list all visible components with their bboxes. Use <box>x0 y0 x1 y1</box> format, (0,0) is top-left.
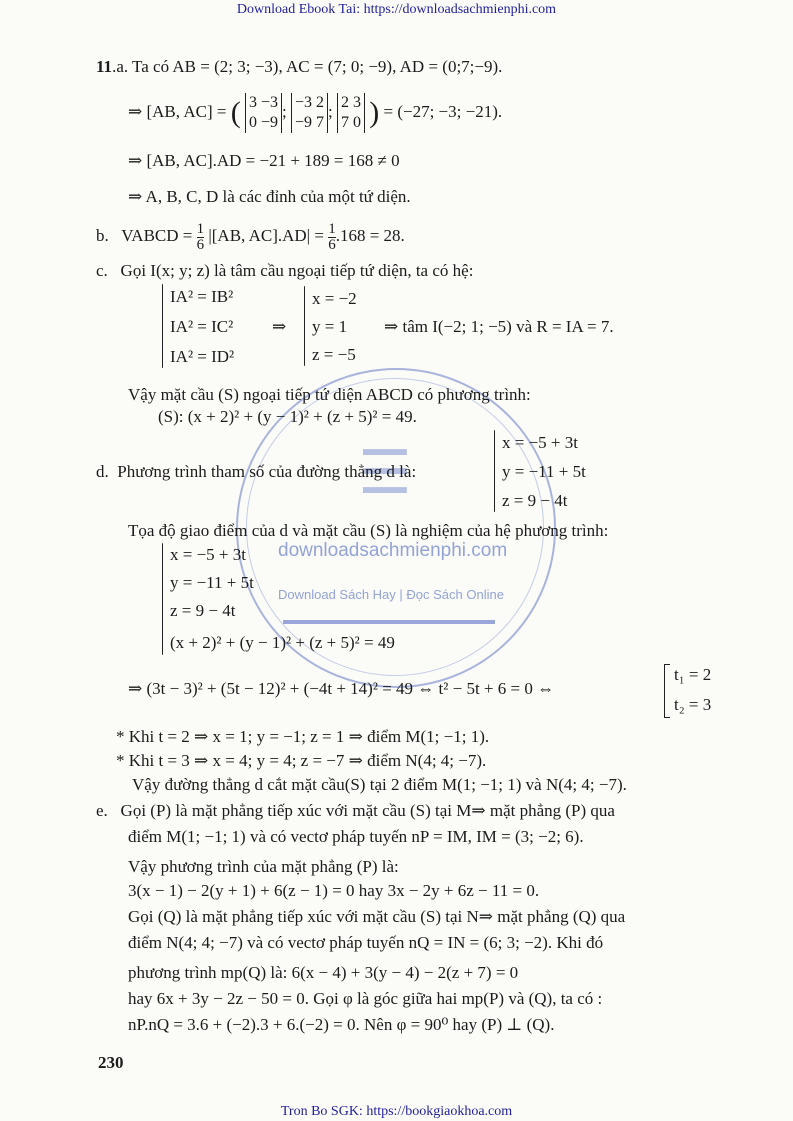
system-brace-1 <box>162 284 163 368</box>
fraction-one-sixth: $\frac{1}{6}$ <box>196 220 205 253</box>
part-c-intro: c. Gọi I(x; y; z) là tâm cầu ngoại tiếp tứ diện, ta có hệ: <box>96 261 474 280</box>
param-row2: y = −11 + 5t <box>502 462 586 481</box>
part-e-line7: phương trình mp(Q) là: 6(x − 4) + 3(y − 4) − 2(z + 7) = 0 <box>128 963 519 982</box>
sys1-row1: IA² = IB² <box>170 287 234 306</box>
sys1-row2: IA² = IC² <box>170 317 234 336</box>
part-a-cross-product: ⇒ [AB, AC] = ( 3 −3 0 −9 ; −3 2 −9 7 ; 2 3 7 0 ) = (−27; −3; −21). <box>128 94 503 132</box>
watermark-subtitle: Download Sách Hay | Đọc Sách Online <box>278 587 504 602</box>
case-2: * Khi t = 3 ⇒ x = 4; y = 4; z = −7 ⇒ điểm N(4; 4; −7). <box>116 751 487 770</box>
footer-link[interactable]: Tron Bo SGK: https://bookgiaokhoa.com <box>280 1104 513 1119</box>
sphere-equation: (S): (x + 2)² + (y − 1)² + (z + 5)² = 49. <box>158 407 417 426</box>
part-d-solve: ⇒ (3t − 3)² + (5t − 12)² + (−4t + 14)² = 49 ⇔ t² − 5t + 6 = 0 ⇔ <box>128 679 555 698</box>
root-2: t₂ = 3 <box>674 695 712 714</box>
header-link[interactable]: Download Ebook Tai: https://downloadsachmienphi.com <box>236 2 557 17</box>
part-d-conclusion: Vậy đường thẳng d cắt mặt cầu(S) tại 2 điểm M(1; −1; 1) và N(4; 4; −7). <box>132 775 627 794</box>
part-e-line1: e. Gọi (P) là mặt phẳng tiếp xúc với mặt cầu (S) tại M⇒ mặt phẳng (P) qua <box>96 801 615 820</box>
part-c-conclusion: Vậy mặt cầu (S) ngoại tiếp tứ diện ABCD có phương trình: <box>128 385 531 404</box>
part-e-line9: nP.nQ = 3.6 + (−2).3 + 6.(−2) = 0. Nên φ = 90⁰ hay (P) ⊥ (Q). <box>128 1015 555 1034</box>
part-d-intro: d. Phương trình tham số của đường thẳng d là: <box>96 462 417 481</box>
center-result: ⇒ tâm I(−2; 1; −5) và R = IA = 7. <box>384 317 614 336</box>
sys-row2: y = −11 + 5t <box>170 573 254 592</box>
part-e-line6: điểm N(4; 4; −7) và có vectơ pháp tuyến nQ = IN = (6; 3; −2). Khi đó <box>128 933 604 952</box>
param-brace <box>494 430 495 512</box>
determinant-2: −3 2 −9 7 <box>291 93 328 133</box>
sys-row4: (x + 2)² + (y − 1)² + (z + 5)² = 49 <box>170 633 395 652</box>
sys-row1: x = −5 + 3t <box>170 545 246 564</box>
param-row1: x = −5 + 3t <box>502 433 578 452</box>
determinant-3: 2 3 7 0 <box>337 93 365 133</box>
watermark-title: downloadsachmienphi.com <box>278 540 508 561</box>
part-d-intersect-intro: Tọa độ giao điểm của d và mặt cầu (S) là nghiệm của hệ phương trình: <box>128 521 609 540</box>
sys1-row3: IA² = ID² <box>170 347 235 366</box>
part-e-line3: Vậy phương trình của mặt phẳng (P) là: <box>128 857 399 876</box>
determinant-1: 3 −3 0 −9 <box>245 93 282 133</box>
exercise-number: 11 <box>96 57 113 76</box>
watermark-book-icon: ☰ <box>358 440 412 506</box>
sys2-row2: y = 1 <box>312 317 348 336</box>
root-1: t₁ = 2 <box>674 665 712 684</box>
param-row3: z = 9 − 4t <box>502 491 568 510</box>
implies-arrow: ⇒ <box>272 317 287 336</box>
part-a-line4: ⇒ A, B, C, D là các đỉnh của một tứ diện. <box>128 187 411 206</box>
part-e-line8: hay 6x + 3y − 2z − 50 = 0. Gọi φ là góc giữa hai mp(P) và (Q), ta có : <box>128 989 603 1008</box>
fraction-one-sixth-2: $\frac{1}{6}$ <box>328 220 336 253</box>
sys2-row1: x = −2 <box>312 289 357 308</box>
part-e-line5: Gọi (Q) là mặt phẳng tiếp xúc với mặt cầu (S) tại N⇒ mặt phẳng (Q) qua <box>128 907 626 926</box>
part-e-line4: 3(x − 1) − 2(y + 1) + 6(z − 1) = 0 hay 3x − 2y + 6z − 11 = 0. <box>128 881 540 900</box>
case-1: * Khi t = 2 ⇒ x = 1; y = −1; z = 1 ⇒ điểm M(1; −1; 1). <box>116 727 490 746</box>
part-b-volume: b. VABCD = $\frac{1}{6}$ |[AB, AC].AD| = $\frac{1}{6}$ .168 = 28. <box>96 220 405 253</box>
roots-bracket <box>664 664 670 718</box>
page-number: 230 <box>98 1053 124 1072</box>
system-brace-2 <box>304 286 305 366</box>
watermark-underline <box>283 620 495 624</box>
part-e-line2: điểm M(1; −1; 1) và có vectơ pháp tuyến nP = IM, IM = (3; −2; 6). <box>128 827 584 846</box>
sys2-row3: z = −5 <box>312 345 356 364</box>
part-a-line3: ⇒ [AB, AC].AD = −21 + 189 = 168 ≠ 0 <box>128 151 400 170</box>
sys-row3: z = 9 − 4t <box>170 601 236 620</box>
intersect-brace <box>162 543 163 655</box>
part-a-line1: 11.a. Ta có AB = (2; 3; −3), AC = (7; 0; −9), AD = (0;7;−9). <box>96 57 503 76</box>
